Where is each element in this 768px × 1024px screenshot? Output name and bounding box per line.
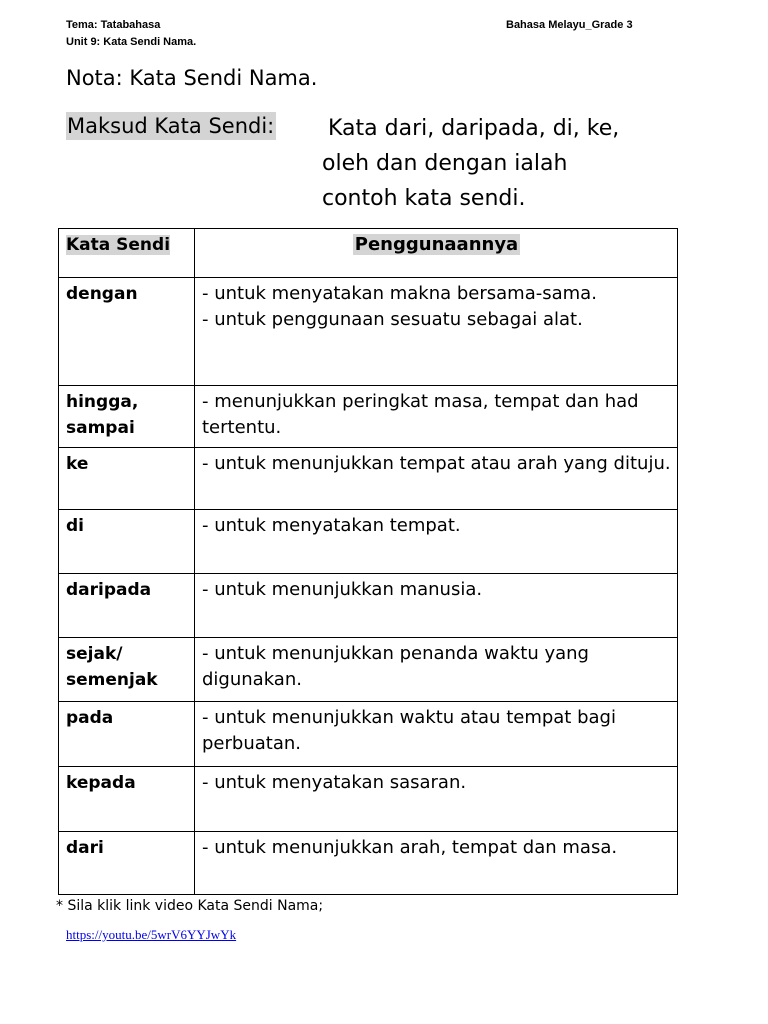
header-subject: Bahasa Melayu_Grade 3 xyxy=(506,19,633,31)
maksud-line-3: contoh kata sendi. xyxy=(322,186,526,211)
table-row xyxy=(59,448,678,510)
page-title: Nota: Kata Sendi Nama. xyxy=(66,66,318,90)
usage-line: - untuk menunjukkan waktu atau tempat bagi perbuatan. xyxy=(202,707,616,754)
maksud-label: Maksud Kata Sendi: xyxy=(67,114,275,138)
row-word: sejak/ semenjak xyxy=(59,638,195,702)
table-row xyxy=(59,278,678,386)
row-word: kepada xyxy=(59,767,195,832)
row-usage xyxy=(195,278,678,386)
row-usage xyxy=(195,638,678,702)
table-row xyxy=(59,767,678,832)
row-word: pada xyxy=(59,702,195,767)
header-tema: Tema: Tatabahasa xyxy=(66,19,161,31)
row-usage xyxy=(195,702,678,767)
usage-line: - untuk menyatakan makna bersama-sama. xyxy=(202,283,597,304)
usage-line: - untuk menyatakan tempat. xyxy=(202,515,461,536)
usage-line: - untuk menunjukkan tempat atau arah yang dituju. xyxy=(202,453,671,474)
row-word: daripada xyxy=(59,574,195,638)
usage-line: - untuk penggunaan sesuatu sebagai alat. xyxy=(202,309,583,330)
kata-sendi-table xyxy=(58,228,678,895)
row-usage xyxy=(195,510,678,574)
maksud-line-2: oleh dan dengan ialah xyxy=(322,151,568,176)
usage-line: - menunjukkan peringkat masa, tempat dan had tertentu. xyxy=(202,391,639,438)
header-cell-kata-sendi xyxy=(59,229,195,278)
video-link[interactable]: https://youtu.be/5wrV6YYJwYk xyxy=(66,927,237,942)
header-penggunaannya: Penggunaannya xyxy=(354,234,519,255)
row-usage xyxy=(195,832,678,895)
usage-line: - untuk menunjukkan manusia. xyxy=(202,579,483,600)
row-usage xyxy=(195,448,678,510)
row-usage xyxy=(195,574,678,638)
table-row xyxy=(59,574,678,638)
row-word: ke xyxy=(59,448,195,510)
table-row xyxy=(59,386,678,448)
table-row xyxy=(59,510,678,574)
row-word: hingga, sampai xyxy=(59,386,195,448)
table-row xyxy=(59,702,678,767)
table-header-row xyxy=(59,229,678,278)
row-usage xyxy=(195,386,678,448)
video-note: * Sila klik link video Kata Sendi Nama; xyxy=(56,898,324,914)
table-row xyxy=(59,832,678,895)
header-unit: Unit 9: Kata Sendi Nama. xyxy=(66,36,197,48)
row-word: di xyxy=(59,510,195,574)
table-row xyxy=(59,638,678,702)
row-usage xyxy=(195,767,678,832)
usage-line: - untuk menunjukkan arah, tempat dan masa. xyxy=(202,837,618,858)
maksud-line-1: Kata dari, daripada, di, ke, xyxy=(328,116,620,141)
header-left xyxy=(66,17,196,51)
maksud-text xyxy=(322,111,619,216)
usage-line: - untuk menyatakan sasaran. xyxy=(202,772,467,793)
row-word: dengan xyxy=(59,278,195,386)
row-word: dari xyxy=(59,832,195,895)
header-cell-penggunaannya xyxy=(195,229,678,278)
usage-line: - untuk menunjukkan penanda waktu yang digunakan. xyxy=(202,643,589,690)
header-kata-sendi: Kata Sendi xyxy=(66,235,171,255)
